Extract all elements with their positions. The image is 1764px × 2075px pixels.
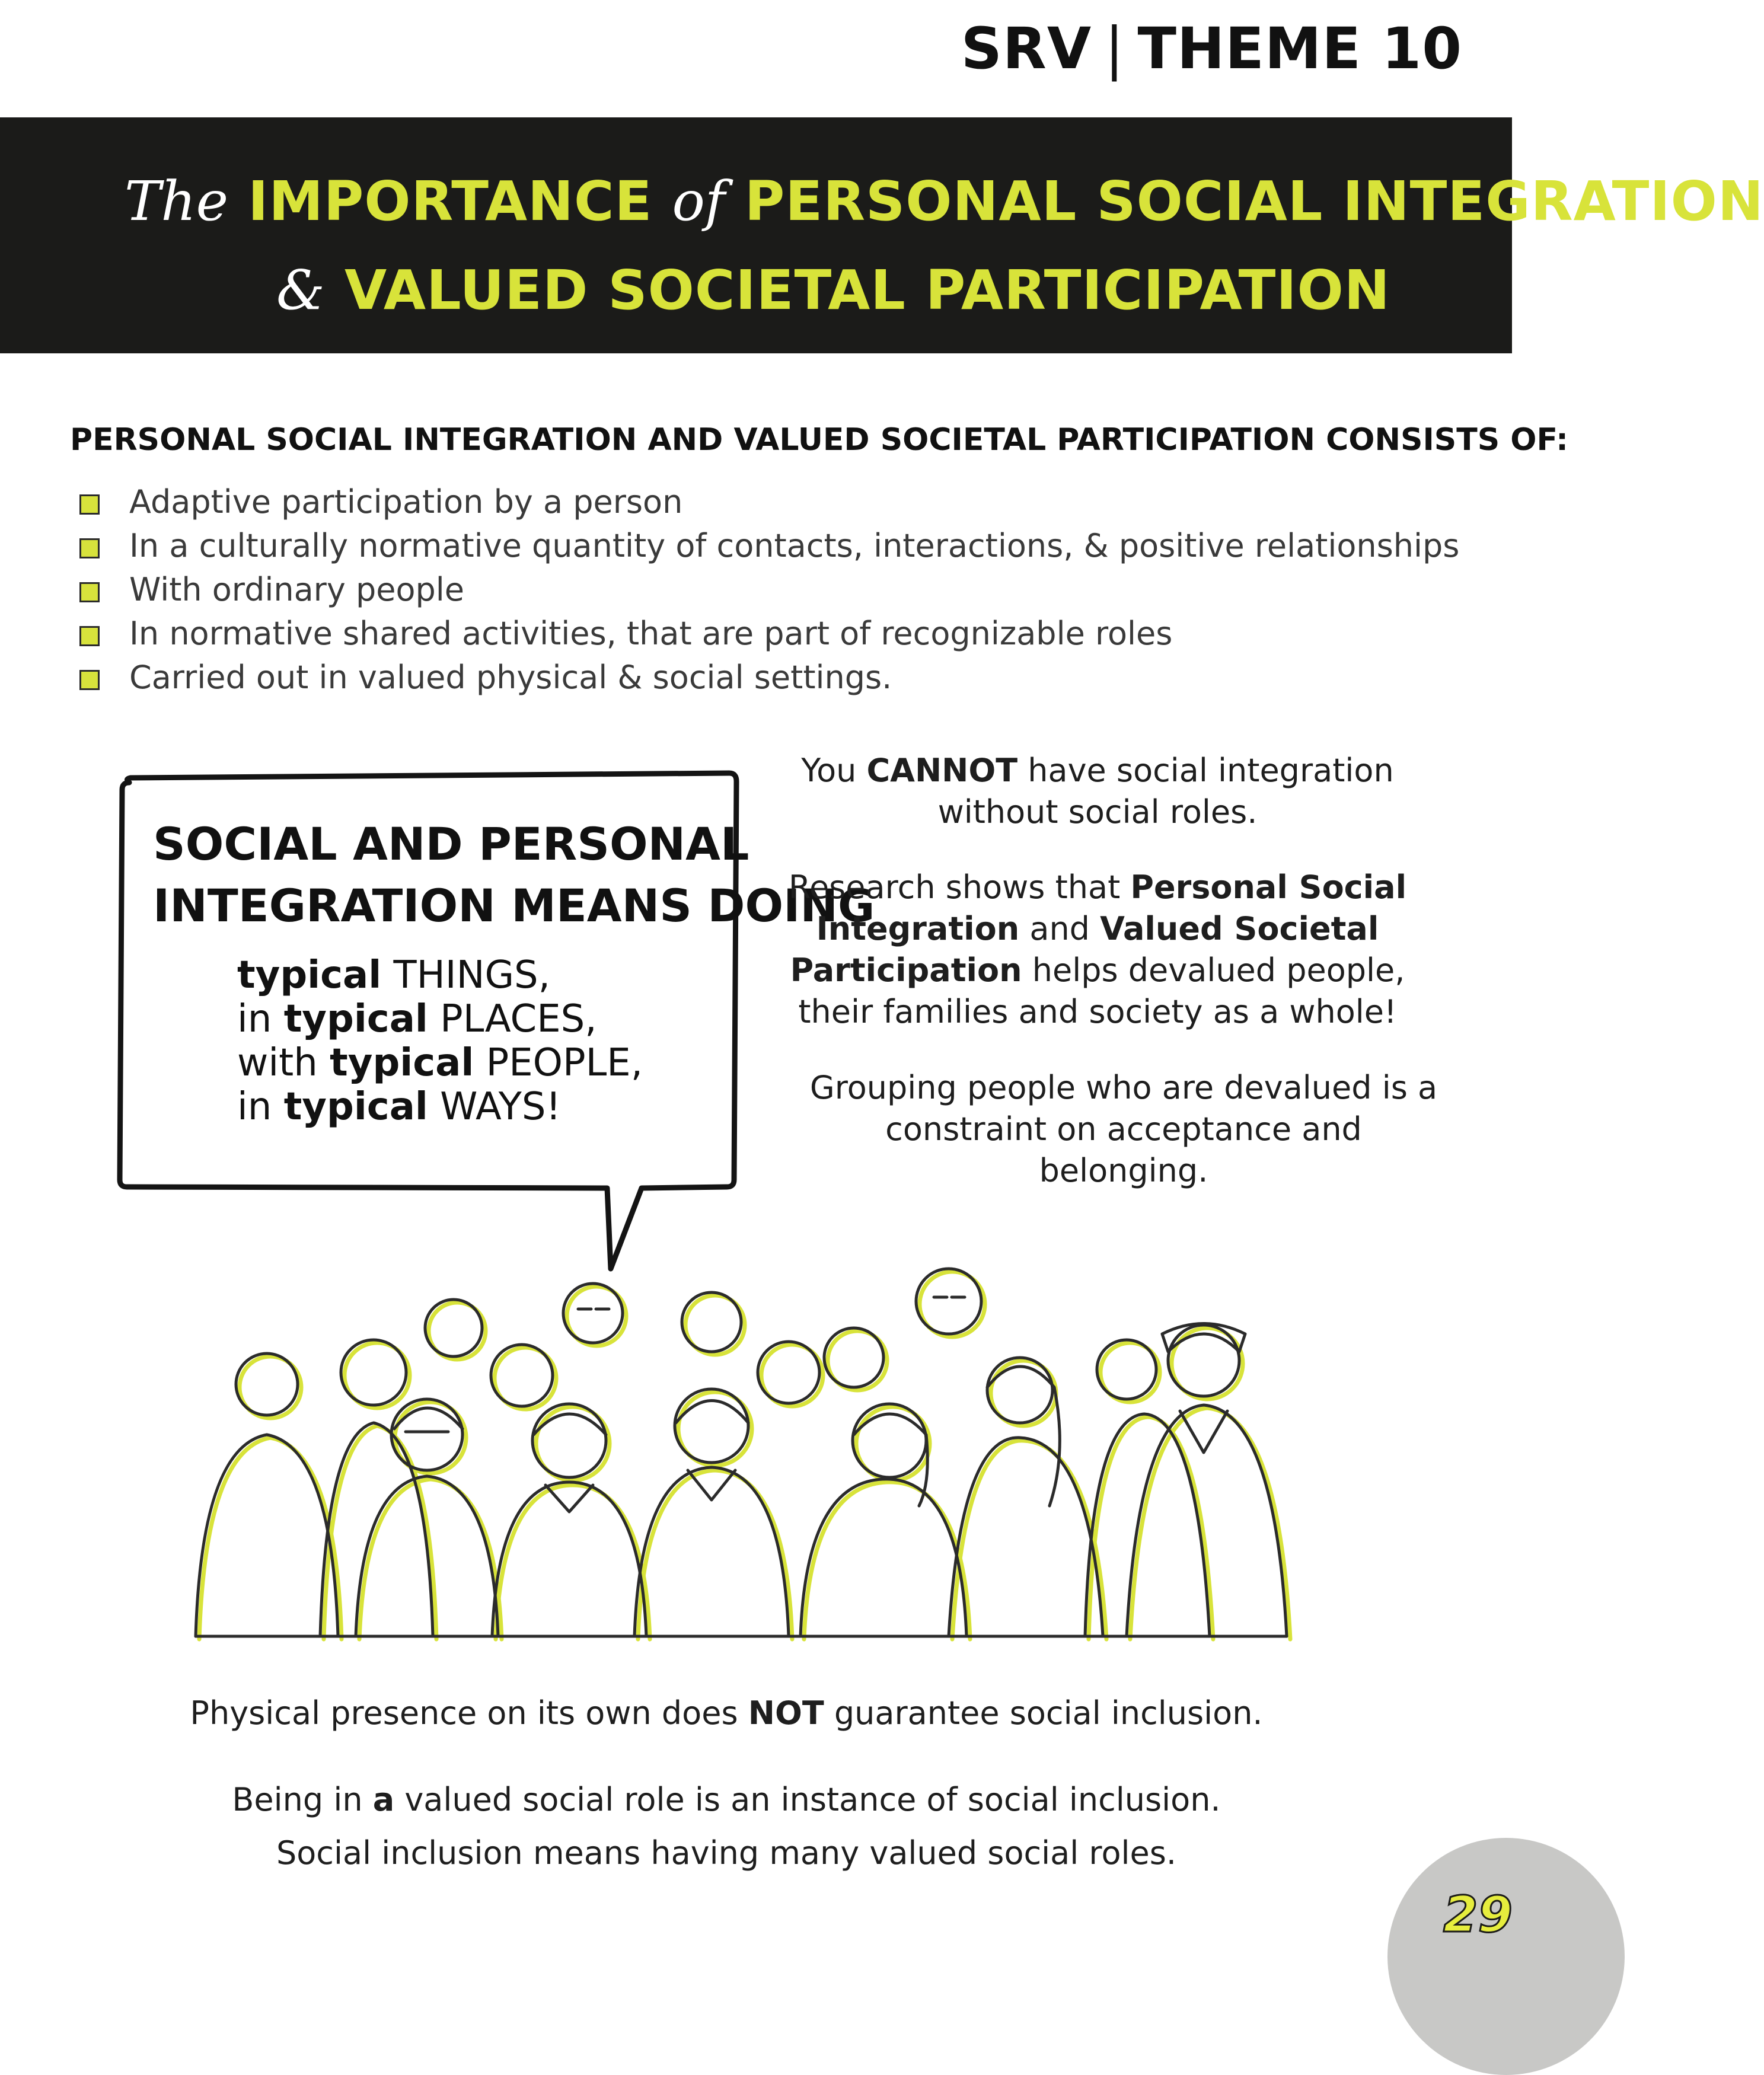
phrase-bold: typical	[330, 1041, 474, 1085]
phrase-prefix: in	[237, 997, 284, 1041]
list-item	[77, 480, 1459, 524]
list-item	[77, 524, 1459, 568]
section-heading: PERSONAL SOCIAL INTEGRATION AND VALUED SOCIETAL PARTICIPATION CONSISTS OF:	[70, 422, 1568, 458]
phrase-bold: typical	[237, 953, 382, 997]
square-bullet-icon	[79, 494, 100, 515]
page-corner	[1387, 1838, 1625, 2075]
emphasis-cannot: CANNOT	[866, 752, 1018, 789]
emphasis-valued-societal-participation: Valued Societal Participation	[790, 910, 1379, 989]
list-item-text: In normative shared activities, that are part of recognizable roles	[129, 615, 1173, 652]
grouping-paragraph: Grouping people who are devalued is a constraint on acceptance and belonging.	[809, 1069, 1438, 1189]
title-valued-societal-participation: VALUED SOCIETAL PARTICIPATION	[344, 258, 1390, 322]
list-item-text: With ordinary people	[129, 571, 465, 608]
emphasis-not: NOT	[748, 1694, 824, 1732]
text-run: and	[1019, 910, 1100, 947]
title-the: The	[125, 170, 229, 233]
title-ampersand: &	[276, 258, 325, 322]
research-paragraph	[780, 867, 1415, 1033]
typical-phrases	[237, 953, 643, 1129]
text-run: have social integration without social roles.	[937, 752, 1394, 831]
list-item-text: In a culturally normative quantity of contacts, interactions, & positive relationships	[129, 527, 1460, 564]
presence-statement	[0, 1694, 1453, 1732]
phrase-bold: typical	[283, 997, 428, 1041]
phrase-bold: typical	[283, 1085, 428, 1129]
square-bullet-icon	[79, 538, 100, 558]
phrase-ways	[237, 1085, 643, 1129]
text-run: Being in	[232, 1781, 373, 1818]
phrase-rest: WAYS!	[428, 1085, 562, 1129]
header-separator: |	[1105, 15, 1125, 82]
bubble-heading-line-2: INTEGRATION MEANS DOING	[153, 879, 875, 932]
theme-label	[961, 15, 1462, 82]
title-banner	[0, 117, 1764, 353]
title-personal-social-integration: PERSONAL SOCIAL INTEGRATION	[744, 170, 1764, 233]
phrase-places	[237, 997, 643, 1041]
title-importance: IMPORTANCE	[248, 170, 653, 233]
phrase-rest: THINGS,	[381, 953, 550, 997]
list-item	[77, 656, 1459, 700]
theme-number: THEME 10	[1137, 15, 1462, 82]
bubble-heading-line-1: SOCIAL AND PERSONAL	[153, 818, 749, 870]
bubble-heading	[153, 813, 875, 937]
inclusion-statement: Social inclusion means having many valued social roles.	[276, 1834, 1177, 1872]
phrase-prefix: in	[237, 1085, 284, 1129]
title-line-2	[276, 258, 1390, 322]
square-bullet-icon	[79, 582, 100, 602]
list-item	[77, 568, 1459, 612]
title-of: of	[672, 170, 725, 233]
square-bullet-icon	[79, 670, 100, 690]
crowd-of-people-icon	[178, 1257, 1316, 1648]
text-run: Research shows that	[788, 869, 1131, 906]
cannot-paragraph	[780, 750, 1415, 833]
list-item-text: Adaptive participation by a person	[129, 483, 683, 521]
list-item-text: Carried out in valued physical & social settings.	[129, 659, 892, 696]
phrase-prefix: with	[237, 1041, 330, 1085]
text-run: valued social role is an instance of social inclusion.	[394, 1781, 1221, 1818]
consists-of-list	[77, 480, 1459, 700]
phrase-rest: PEOPLE,	[474, 1041, 643, 1085]
text-run: Physical presence on its own does	[190, 1694, 748, 1732]
title-line-1	[125, 170, 1764, 233]
emphasis-personal-social-integration: Personal Social Integration	[816, 869, 1407, 947]
phrase-things	[237, 953, 643, 997]
text-run: helps devalued people, their families and society as a whole!	[798, 952, 1405, 1030]
phrase-rest: PLACES,	[428, 997, 597, 1041]
text-run: guarantee social inclusion.	[824, 1694, 1263, 1732]
square-bullet-icon	[79, 626, 100, 646]
list-item	[77, 612, 1459, 656]
text-run: You	[801, 752, 867, 789]
page-number: 29	[1443, 1885, 1513, 1943]
emphasis-a: a	[372, 1781, 395, 1818]
series-label: SRV	[961, 15, 1092, 82]
valued-role-statement	[0, 1781, 1453, 1818]
phrase-people	[237, 1041, 643, 1085]
